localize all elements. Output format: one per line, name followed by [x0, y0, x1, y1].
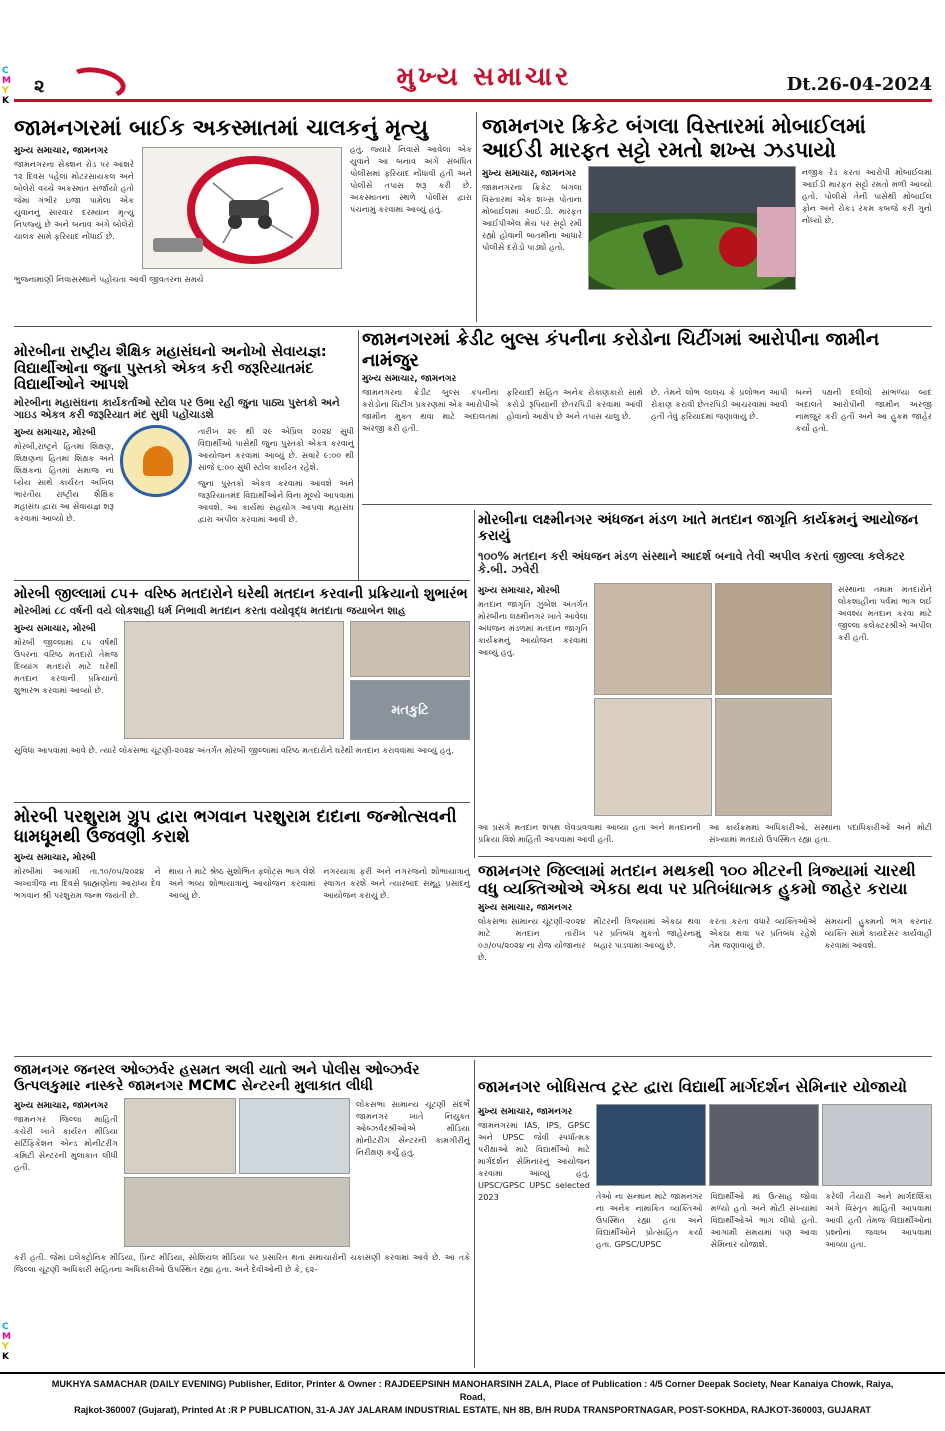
subheadline: ૧૦૦% મતદાન કરી અંધજન મંડળ સંસ્થાને આદર્શ બનાવે તેવી અપીલ કરતાં જીલ્લા કલેક્ટર કે.બી. ઝવેરી	[478, 549, 905, 577]
row-divider	[14, 1056, 932, 1057]
article-morbi-books	[14, 344, 354, 576]
photo-collage	[596, 1104, 932, 1186]
byline: મુખ્ય સમાચાર, મોરબી	[14, 624, 96, 635]
headline: જામનગર જિલ્લામાં મતદાન મથકથી ૧૦૦ મીટરની ત્રિજ્યામાં ચારથી વધુ વ્યક્તિઓએ એકઠા થવા પર પ્રતિબંધાત્મક હુકમો જાહેર કરાયા	[478, 861, 916, 899]
article-body: મોરબી,રાષ્ટ્રને હિતમાં શિક્ષણ, શિક્ષણના હિતમાં શિક્ષક અને શિક્ષકના હિતમાં સમાજ ના ધ્યેય સાથે કાર્યરત અખિલ ભારતીય રાષ્ટ્રીય શૈક્ષિક મહાસંઘ દ્વારા આ સેવાયજ્ઞ શરૂ કરવામાં આવ્યો છે.	[14, 441, 114, 524]
mcmc-photo	[239, 1098, 351, 1174]
article-body: જુના પુસ્તકો એકત્ર કરવામાં આવશે અને જરૂરિયાતમંદ વિદ્યાર્થીઓને વિના મૂલ્યે આપવામાં આવશે. આ કાર્યમાં સહયોગ આપવા મહાસંઘ દ્વારા અપીલ કરવામાં આવી છે.	[198, 478, 354, 525]
article-body: મીટરની ત્રિજ્યામાં એકઠા થવા પર પ્રતિબંધ મુકતો જાહેરનામું બહાર પાડવામાં આવ્યું છે.	[593, 915, 701, 950]
seminar-photo	[822, 1104, 932, 1186]
byline: મુખ્ય સમાચાર, જામનગર	[478, 902, 573, 913]
article-body: સંસ્થાના તમામ મતદારોને લોકશાહીના પર્વમાં ભાગ લઈ અવશ્ય મતદાન કરવા માટે જીલ્લા કલેક્ટરશ્રીએ અપીલ કરી હતી.	[838, 583, 932, 642]
elderly-voter-photo	[350, 621, 470, 677]
page-number-badge	[14, 66, 124, 98]
article-body: નજીક રેડ કરતા આરોપી મોબાઈલમાં આઈડી મારફત સટ્ટો રમતો મળી આવ્યો હતો. પોલીસે તેની પાસેથી મોબાઈલ ફોન અને રોકડ રકમ કબજે કરી ગુનો નોંધ્યો છે.	[802, 167, 932, 226]
voter-group-photo	[124, 621, 344, 739]
article-body: જામનગરના ક્રિકેટ બંગલા વિસ્તારમાં એક શખ્સ પોતાના મોબાઈલમાં આઈ.ડી. મારફત આઈપીએલ મેચ પર સટ્ટો રમી રહ્યો હોવાની બાતમીના આધારે પોલીસે દરોડો પાડ્યો હતો.	[482, 182, 582, 253]
article-body: લોકસભા સામાન્ય ચૂંટણી-૨૦૨૪ માટે મતદાન તારીખ ૦૭/૦૫/૨૦૨૪ ના રોજ યોજાનાર છે.	[478, 915, 586, 962]
headline: મોરબી પરશુરામ ગ્રુપ દ્વારા ભગવાન પરશુરામ દાદાના જન્મોત્સવની ધામધૂમથી ઉજવણી કરાશે	[14, 807, 457, 847]
article-body: જામનગરના સેક્શન રોડ પર આશરે ૧૨ દિવસ પહેલાં મોટરસાયકલ અને બોલેરો વચ્ચે અકસ્માત સર્જાયો હતો જેમાં ગંભીર ઇજા પામેલા એક યુવાનનું સારવાર દરમ્યાન મૃત્યુ નિપજ્યું છે અને બનાવ અંગે બોલેરો ચાલક સામે ફરિયાદ નોંધાઈ છે.	[14, 159, 134, 242]
cmyk-m: M	[2, 1332, 11, 1342]
row-divider	[362, 504, 932, 505]
cmyk-m: M	[2, 76, 11, 86]
article-bodhisattva-seminar	[478, 1078, 932, 1368]
imprint-line: Rajkot-360007 (Gujarat), Printed At :R P PUBLICATION, 31-A JAY JALARAM INDUSTRIAL ESTATE, NH 8B, B/H RUDA TRANSPORTNAGAR, POST-SOKHDA, RAJKOT-360003, GUJARAT	[74, 1405, 871, 1415]
headline: જામનગર બોધિસત્વ ટ્રસ્ટ દ્વારા વિદ્યાર્થી માર્ગદર્શન સેમિનાર યોજાયો	[478, 1077, 908, 1096]
article-credit-bulls	[362, 330, 932, 510]
cmyk-mark-bottom	[2, 1322, 11, 1362]
article-body: ફરિયાદી સહિત અનેક રોકાણકારો સાથે કરોડો રૂપિયાની છેતરપિંડી કરવામાં આવી હોવાનો આક્ષેપ છે અને તપાસ ચાલુ છે.	[506, 387, 643, 422]
article-cricket-betting	[482, 114, 932, 324]
headline: જામનગરમાં ક્રેડીટ બુલ્સ કંપનીના કરોડોના ચિટીંગમાં આરોપીના જામીન નામંજુર	[362, 329, 880, 371]
article-body: આ કાર્યક્રમમાં અધિકારીઓ, સંસ્થાના પદાધિકારીઓ અને મોટી સંખ્યામાં મતદારો ઉપસ્થિત રહ્યા હતા.	[709, 821, 932, 844]
imprint-footer	[0, 1372, 945, 1416]
photo-collage	[124, 1098, 350, 1247]
row-divider	[14, 580, 470, 581]
article-body: મતદાન જાગૃતિ ઝુંબેશ અંતર્ગત મોરબીના લક્ષ્મીનગર ખાતે આવેલા અંધજન મંડળમાં મતદાન જાગૃતિ કાર્યક્રમનું આયોજન કરવામાં આવ્યું હતું.	[478, 598, 588, 657]
article-body: કરી હતી. જેમાં ઇલેક્ટ્રોનિક મીડિયા, પ્રિન્ટ મીડિયા, સોશિયલ મીડિયા પર પ્રસારિત થતા સમાચારોની ચકાસણી કરવામાં આવે છે. આ તકે જિલ્લા ચૂંટણી અધિકારી સહિતના અધિકારીઓ ઉપસ્થિત રહ્યા હતા. અને દેવીઓની છે કે, ૬૨-	[14, 1252, 470, 1275]
byline: મુખ્ય સમાચાર, મોરબી	[14, 428, 96, 439]
article-body: તેઓ ના સન્માન માટે જામનગર ના અનેક નામાંકિત વ્યક્તિઓ ઉપસ્થિત રહ્યા હતા અને વિદ્યાર્થીઓને પ્રોત્સાહિત કર્યા હતા. GPSC/UPSC	[596, 1191, 703, 1250]
article-body: જામનગરમાં IAS, IPS, GPSC અને UPSC જેવી સ્પર્ધાત્મક પરીક્ષાઓ માટે વિદ્યાર્થીઓ માટે માર્ગદર્શન સેમિનારનું આયોજન કરવામાં આવ્યું હતું. UPSC/GPSC UPSC selected 2023	[478, 1120, 590, 1203]
mahasangh-logo-icon	[120, 425, 192, 497]
accident-illustration	[142, 147, 342, 269]
issue-date: Dt.26-04-2024	[786, 74, 932, 95]
article-parshuram-jayanti	[14, 808, 470, 1048]
imprint-line: MUKHYA SAMACHAR (DAILY EVENING) Publisher, Editor, Printer & Owner : RAJDEEPSINH MANOHARSINH ZALA, Place of Publication : 4/5 Corner Deepak Society, Near Kanaiya Chowk, Raiya, Road,	[51, 1379, 894, 1402]
row-divider	[478, 856, 932, 857]
cmyk-mark-top	[2, 66, 11, 106]
headline: મોરબીના લક્ષ્મીનગર અંધજન મંડળ ખાતે મતદાન જાગૃતિ કાર્યક્રમનું આયોજન કરાયું	[478, 512, 919, 545]
article-body: જામનગર જિલ્લા માહિતી કચેરી ખાતે કાર્યરત મીડિયા સર્ટિફિકેશન એન્ડ મોનીટરીંગ કમિટી સેન્ટરની મુલાકાત લીધી હતી.	[14, 1114, 118, 1173]
row-divider	[14, 326, 932, 327]
article-body: નગરયાત્રા ફરી અને નગરજનો શોભાયાત્રાનું સ્વાગત કરશે અને ત્યારબાદ સમૂહ પ્રસાદનું આયોજન કરાયું છે.	[323, 866, 471, 901]
cmyk-k: K	[2, 1352, 9, 1362]
article-body: જામનગરના ક્રેડીટ બુલ્સ કંપનીના કરોડોના ચિટીંગ પ્રકરણમાં એક આરોપીએ જામીન મુક્ત થવા માટે અદાલતમાં અરજી કરી હતી.	[362, 387, 499, 434]
ballot-compartment-photo: મતકુટિ	[350, 680, 470, 740]
article-body: મોરબી જીલ્લામાં ૮૫ વર્ષથી ઉપરના વરિષ્ઠ મતદારો તેમજ દિવ્યાંગ મતદારો માટે ઘરેથી મતદાન કરવાની પ્રક્રિયાનો શુભારંભ કરવામાં આવ્યો છે.	[14, 637, 118, 696]
byline: મુખ્ય સમાચાર, જામનગર	[482, 169, 577, 180]
article-body: થાય તે માટે શ્રેષ્ઠ સુશોભિત ફ્લોટ્સ ભાગ લેશે અને ભવ્ય શોભાયાત્રાનું આયોજન કરવામાં આવ્યું છે.	[168, 866, 316, 901]
headline: મોરબી જીલ્લામાં ૮૫+ વરિષ્ઠ મતદારોને ઘરેથી મતદાન કરવાની પ્રક્રિયાનો શુભારંભ	[14, 586, 468, 602]
article-body: કરેલી તૈયારી અને માર્ગદર્શિકા અંગે વિસ્તૃત માહિતી આપવામાં આવી હતી તેમજ વિદ્યાર્થીઓના પ્રશ્નોના જવાબ આપવામાં આવ્યા હતા.	[825, 1191, 933, 1250]
column-divider	[476, 112, 477, 322]
article-body: આ પ્રસંગે મતદાન શપથ લેવડાવવામાં આવ્યા હતા અને મતદાનની પ્રક્રિયા વિશે માહિતી આપવામાં આવી હતી.	[478, 821, 701, 844]
article-body: સુવિધા આપવામાં આવે છે. ત્યારે લોકસભા ચૂંટણી-૨૦૨૪ અંતર્ગત મોરબી જીલ્લામાં વરિષ્ઠ મતદારોને ઘરેથી મતદાન કરાવવામાં આવ્યું હતું.	[14, 745, 454, 756]
headline: મોરબીના રાષ્ટ્રીય શૈક્ષિક મહાસંઘનો અનોખો સેવાયજ્ઞ: વિદ્યાર્થીઓના જુના પુસ્તકો એકત્ર કરી જરૂરિયાતમંદ વિદ્યાર્થીઓને આપશે	[14, 344, 327, 394]
article-bike-accident	[14, 116, 472, 296]
cricket-betting-photo	[588, 166, 796, 290]
cmyk-y: Y	[2, 1342, 9, 1352]
masthead	[14, 62, 932, 102]
article-voter-awareness	[478, 512, 932, 852]
byline: મુખ્ય સમાચાર, મોરબી	[478, 585, 560, 596]
mcmc-photo	[124, 1177, 350, 1247]
byline: મુખ્ય સમાચાર, મોરબી	[14, 853, 96, 864]
cmyk-c: C	[2, 66, 9, 76]
headline: જામનગર જનરલ ઓબ્ઝર્વર હસમત અલી યાતો અને પોલીસ ઓબ્ઝર્વર ઉત્પલકુમાર નાસ્કરે જામનગર MCMC સેન્ટરની મુલાકાત લીધી	[14, 1062, 420, 1095]
column-divider	[474, 510, 475, 858]
article-mcmc-visit	[14, 1062, 470, 1368]
photo-caption: ભુજનામાણી નિવાસસ્થાને પહોંચતા આવી જીવતરના સમયે	[14, 274, 204, 285]
article-body: સમયની હુકમનો ભંગ કરનાર વ્યક્તિ સામે કાયદેસર કાર્યવાહી કરવામાં આવશે.	[824, 915, 932, 950]
article-body: મોરબીમાં આગામી તા.૧૦/૦૫/૨૦૨૪ ને અખાત્રીજ ના દિવસે બ્રાહ્મણોના આરાધ્ય દેવ ભગવાન શ્રી પરશુરામ જન્મ જયંતી છે.	[14, 866, 161, 901]
seminar-photo	[596, 1104, 706, 1186]
subheadline: મોરબીના મહાસંઘના કાર્યકર્તાઓ સ્ટોલ પર ઉભા રહી જુના પાઠ્ય પુસ્તકો અને ગાઇડ એકત્ર કરી જરૂરિયાત મંદ સુધી પહોંચાડશે	[14, 397, 340, 422]
page-number: ૨	[34, 76, 45, 97]
row-divider	[14, 802, 470, 803]
column-divider	[474, 1060, 475, 1368]
seminar-photo	[709, 1104, 819, 1186]
headline: જામનગરમાં બાઈક અકસ્માતમાં ચાલકનું મૃત્યુ	[14, 116, 429, 141]
event-photo	[715, 583, 833, 695]
cmyk-k: K	[2, 96, 9, 106]
article-senior-voters	[14, 586, 470, 798]
event-photo	[715, 698, 833, 816]
swoosh-logo-icon	[66, 63, 128, 103]
headline: જામનગર ક્રિકેટ બંગલા વિસ્તારમાં મોબાઈલમાં આઈડી મારફત સટ્ટો રમતો શખ્સ ઝડપાયો	[482, 114, 866, 163]
section-title: મુખ્ય સમાચાર	[396, 62, 572, 92]
byline: મુખ્ય સમાચાર, જામનગર	[362, 374, 457, 385]
column-divider	[358, 330, 359, 580]
article-body: બન્ને પક્ષની દલીલો સાંભળ્યા બાદ અદાલતે આરોપીની જામીન અરજી નામંજુર કરી હતી અને આ હુકમ જાહેર કર્યો હતો.	[795, 387, 932, 434]
event-photo	[594, 698, 712, 816]
article-body: તારીખ ૨૯ થી ૨૯ એપ્રિલ ૨૦૨૪ સુધી વિદ્યાર્થીઓ પાસેથી જુના પુસ્તકો એકત્ર કરવાનું આયોજન કરવામાં આવ્યું છે. સવારે ૯:૦૦ થી સાંજે ૬:૦૦ સુધી સ્ટોલ કાર્યરત રહેશે.	[198, 426, 354, 473]
cmyk-c: C	[2, 1322, 9, 1332]
article-body: લોકસભા સામાન્ય ચૂંટણી સંદર્ભે જામનગર ખાતે નિયુક્ત ઓબ્ઝર્વરશ્રીઓએ મીડિયા મોનીટરીંગ સેન્ટરની કામગીરીનું નિરીક્ષણ કર્યું હતું.	[356, 1099, 470, 1158]
mcmc-photo	[124, 1098, 236, 1174]
article-prohibitory-order	[478, 862, 932, 1048]
subheadline: મોરબીમાં ૮૮ વર્ષની વયે લોકશાહી ધર્મ નિભાવી મતદાન કરતા વયોવૃદ્ધ મતદાતા જયાબેન શાહ	[14, 605, 406, 618]
article-body: વિદ્યાર્થીઓ માં ઉત્સાહ જોવા મળ્યો હતો અને મોટી સંખ્યામાં વિદ્યાર્થીઓએ ભાગ લીધો હતો. આગામી સમયમાં પણ આવા સેમિનાર યોજાશે.	[710, 1191, 818, 1250]
event-photo	[594, 583, 712, 695]
article-body: કરતા કરતા વધારે વ્યક્તિઓએ એકઠા થવા પર પ્રતિબંધ રહેશે તેમ જણાવાયું છે.	[709, 915, 817, 950]
article-body: છે. તેમને લોભ લાલચ કે પ્રલોભન આપી રોકાણ કરાવી છેતરપિંડી આચરવામાં આવી હતી તેવું ફરિયાદમાં જણાવાયું છે.	[651, 387, 788, 422]
byline: મુખ્ય સમાચાર, જામનગર	[14, 146, 109, 157]
article-body: હતું. જ્યારે નિવાસે આવેલા એક યુવાને આ બનાવ અંગે સંબંધિત પોલીસમાં ફરિયાદ નોંધાવી હતી અને પોલીસે તપાસ શરૂ કરી છે. અકસ્માતના સ્થળે પોલીસ દ્વારા પંચનામું કરવામાં આવ્યું હતું.	[350, 144, 472, 215]
byline: મુખ્ય સમાચાર, જામનગર	[478, 1107, 573, 1118]
photo-collage	[594, 583, 832, 817]
byline: મુખ્ય સમાચાર, જામનગર	[14, 1101, 109, 1112]
cmyk-y: Y	[2, 86, 9, 96]
